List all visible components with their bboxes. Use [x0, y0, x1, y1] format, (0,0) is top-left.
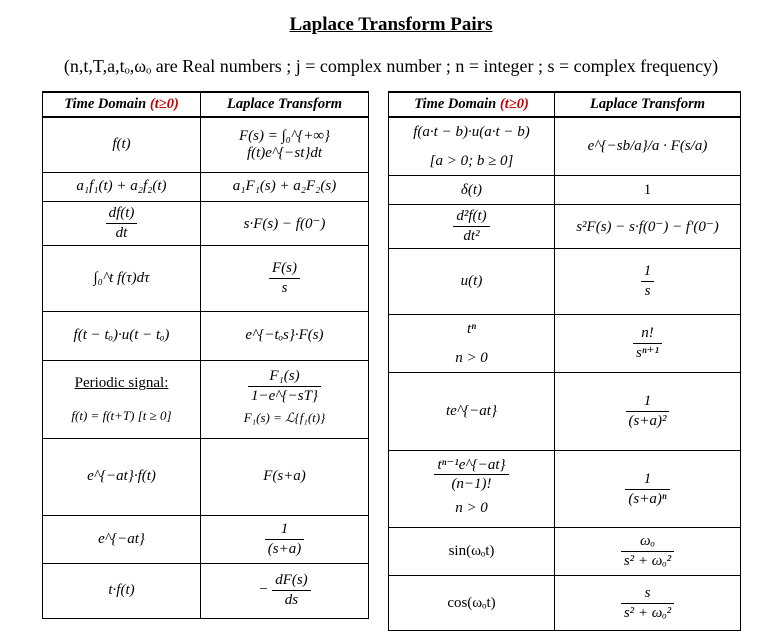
time-cell: δ(t) — [389, 176, 555, 205]
time-cell: u(t) — [389, 249, 555, 315]
time-domain-header: Time Domain (t≥0) — [43, 92, 201, 117]
laplace-cell: F(s) = ∫₀^{+∞} f(t)e^{−st}dt — [201, 117, 369, 172]
time-cell: $\frac{\text{d²f(t)}}{\text{dt²}}$ — [389, 205, 555, 249]
laplace-cell: $\frac{1}{\text{(s+a)ⁿ}}$ — [555, 451, 741, 528]
page-title: Laplace Transform Pairs — [289, 14, 493, 35]
periodic-formula: f(t) = f(t+T) [t ≥ 0] — [71, 407, 172, 423]
time-cell: ∫₀^t f(τ)dτ — [43, 245, 201, 311]
table-row — [43, 245, 369, 311]
table-row — [43, 438, 369, 515]
time-cell: $\frac{\text{tⁿ⁻¹e\textasciicircum{}\{−at\}}}{(n-1)!}$ n > 0 — [389, 451, 555, 528]
laplace-cell: $\frac{n!}{\text{sⁿ⁺¹}}$ — [555, 315, 741, 373]
time-cell: sin(ωₒt) — [389, 528, 555, 576]
time-cell: f(a·t − b)·u(a·t − b) [a > 0; b ≥ 0] — [389, 117, 555, 176]
time-cell — [43, 360, 201, 438]
table-row — [43, 117, 369, 172]
laplace-cell: s·F(s) − f(0⁻) — [201, 201, 369, 245]
laplace-cell: $\frac{1}{(s+a)}$ — [201, 515, 369, 563]
table-row — [389, 451, 741, 528]
time-cell: $\frac{df(t)}{dt}$ — [43, 201, 201, 245]
time-domain-header: Time Domain (t≥0) — [389, 92, 555, 117]
laplace-header: Laplace Transform — [201, 92, 369, 117]
laplace-cell: F(s+a) — [201, 438, 369, 515]
laplace-cell: $\frac{s}{\text{s² + ωₒ²}}$ — [555, 576, 741, 631]
time-cell: t·f(t) — [43, 563, 201, 618]
table-row — [389, 315, 741, 373]
table-row — [43, 201, 369, 245]
table-row — [43, 515, 369, 563]
table-row — [43, 311, 369, 360]
laplace-cell: $\frac{\text{F₁(s)}}{1-e\^{}\{-sT\}}$ F₁(s) = ℒ{f₁(t)} — [201, 360, 369, 438]
table-row — [389, 528, 741, 576]
variable-definitions: (n,t,T,a,tₒ,ωₒ are Real numbers ; j = complex number ; n = integer ; s = complex frequency) — [63, 56, 719, 76]
time-cell: f(t) — [43, 117, 201, 172]
laplace-cell: e^{−sb/a}/a · F(s/a) — [555, 117, 741, 176]
table-row — [43, 172, 369, 201]
time-cell: e^{−at} — [43, 515, 201, 563]
time-cell: tⁿ n > 0 — [389, 315, 555, 373]
table-row — [389, 205, 741, 249]
time-cell: cos(ωₒt) — [389, 576, 555, 631]
laplace-cell: $\frac{1}{\text{(s+a)²}}$ — [555, 373, 741, 451]
table-row — [389, 249, 741, 315]
time-cell: e^{−at}·f(t) — [43, 438, 201, 515]
time-cell: f(t − tₒ)·u(t − tₒ) — [43, 311, 201, 360]
laplace-cell: $\frac{\text{ωₒ}}{\text{s² + ωₒ²}}$ — [555, 528, 741, 576]
right-header-row — [389, 92, 741, 117]
right-pairs-table — [388, 91, 741, 631]
time-cell: te^{−at} — [389, 373, 555, 451]
table-row — [43, 360, 369, 438]
table-row — [43, 563, 369, 618]
laplace-cell: s²F(s) − s·f(0⁻) − f′(0⁻) — [555, 205, 741, 249]
table-row — [389, 117, 741, 176]
time-cell: a₁f₁(t) + a₂f₂(t) — [43, 172, 201, 201]
laplace-cell: $\frac{F(s)}{s}$ — [201, 245, 369, 311]
left-pairs-table — [42, 91, 369, 619]
left-header-row — [43, 92, 369, 117]
laplace-cell: a₁F₁(s) + a₂F₂(s) — [201, 172, 369, 201]
table-row — [389, 373, 741, 451]
periodic-label: Periodic signal: — [74, 375, 169, 392]
laplace-cell: $\frac{1}{s}$ — [555, 249, 741, 315]
laplace-cell: e^{−tₒs}·F(s) — [201, 311, 369, 360]
table-row — [389, 176, 741, 205]
laplace-cell: − $\frac{dF(s)}{ds}$ — [201, 563, 369, 618]
table-row — [389, 576, 741, 631]
laplace-cell: 1 — [555, 176, 741, 205]
laplace-header: Laplace Transform — [555, 92, 741, 117]
